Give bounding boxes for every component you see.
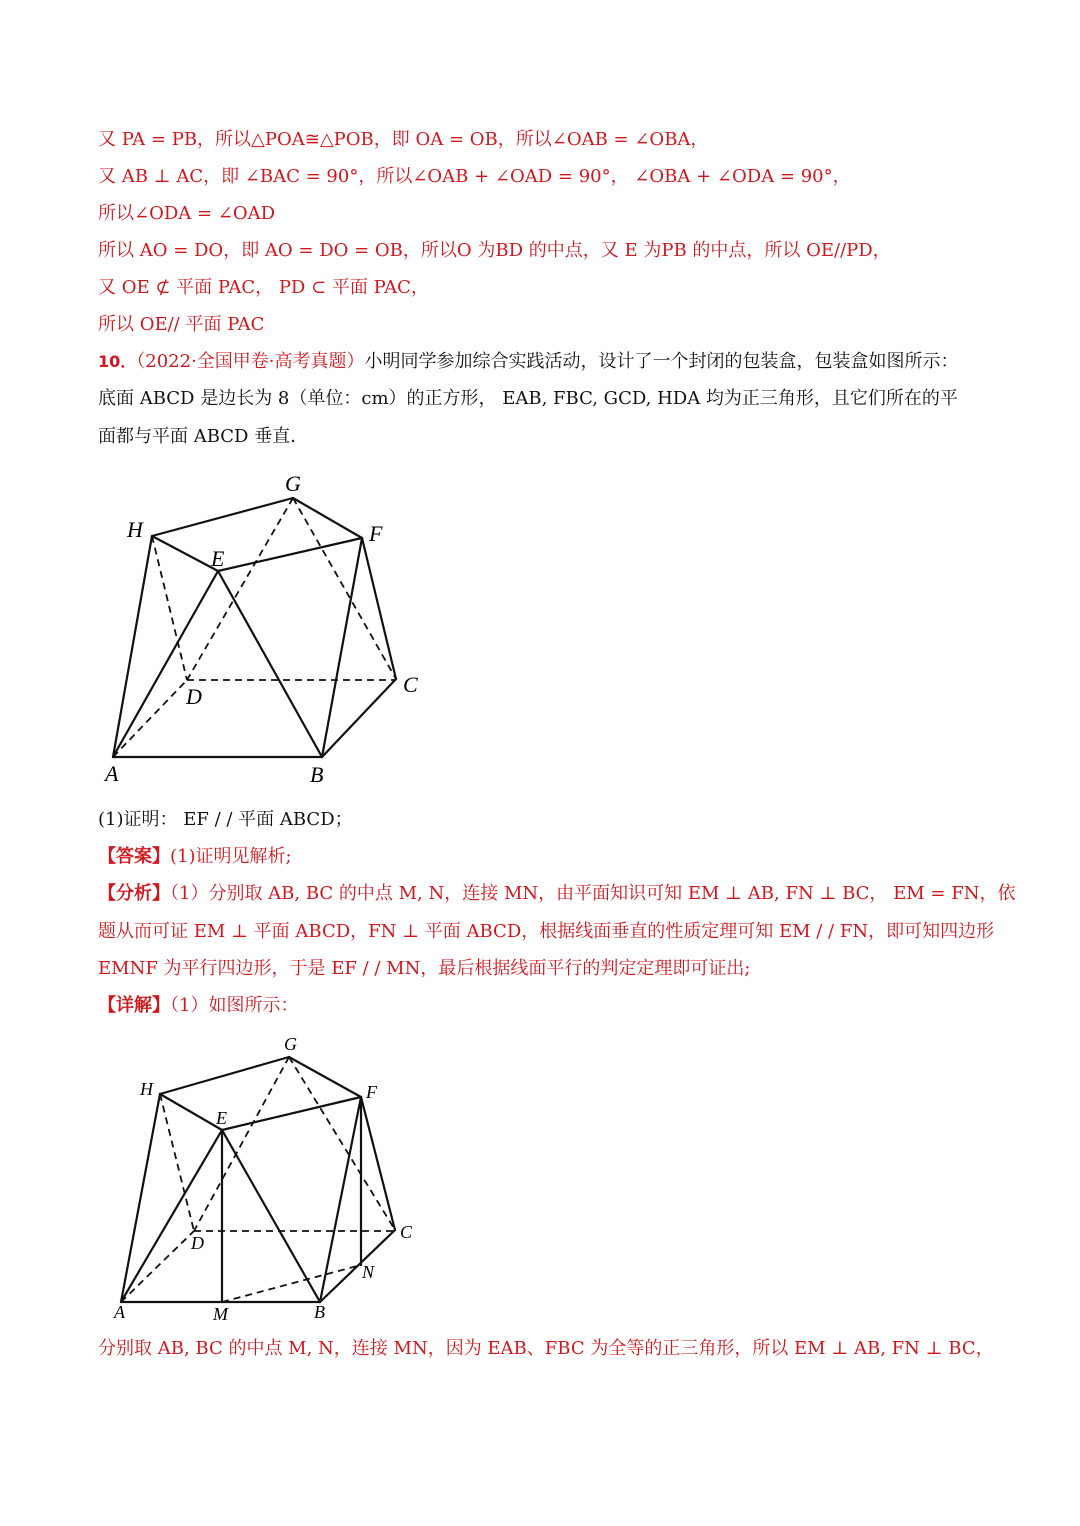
problem-text-3: 面都与平面 ABCD 垂直． <box>98 426 309 447</box>
fig1-label-H: H <box>127 517 143 542</box>
analysis-text-1: （1）分别取 AB, BC 的中点 M, N，连接 MN，由平面知识可知 EM ⊥ AB, FN ⊥ BC， EM = FN，依 <box>170 883 1016 904</box>
analysis-tag: 【分析】 <box>98 883 170 904</box>
fig2-label-F: F <box>366 1082 377 1102</box>
fig2-label-G: G <box>284 1034 297 1054</box>
proof-line-1: 又 PA = PB，所以△POA≅△POB，即 OA = OB，所以∠OAB = ∠OBA， <box>98 129 709 150</box>
fig2-label-N: N <box>362 1262 375 1282</box>
fig2-label-M: M <box>213 1304 228 1324</box>
fig2-label-B: B <box>314 1302 325 1322</box>
fig2-label-E: E <box>216 1108 227 1128</box>
part-1-statement: (1)证明： EF / / 平面 ABCD； <box>98 809 353 830</box>
fig2-label-A: A <box>114 1302 125 1322</box>
proof-line-2: 又 AB ⊥ AC，即 ∠BAC = 90°，所以∠OAB + ∠OAD = 90°， ∠OBA + ∠ODA = 90°， <box>98 166 851 187</box>
answer-tag: 【答案】 <box>98 846 170 867</box>
problem-source: （2022·全国甲卷·高考真题） <box>136 351 365 372</box>
problem-number: 10． <box>98 352 137 371</box>
answer-text: (1)证明见解析; <box>170 846 292 867</box>
detail-tag: 【详解】 <box>98 995 170 1016</box>
fig1-label-D: D <box>186 684 202 709</box>
proof-line-4: 所以 AO = DO，即 AO = DO = OB，所以O 为BD 的中点，又 E 为PB 的中点，所以 OE//PD， <box>98 240 891 261</box>
figure-2-edges <box>121 1057 395 1302</box>
proof-line-6: 所以 OE// 平面 PAC <box>98 314 265 335</box>
fig1-label-B: B <box>310 762 324 787</box>
analysis-line-2: 题从而可证 EM ⊥ 平面 ABCD，FN ⊥ 平面 ABCD，根据线面垂直的性质定理可知 EM / / FN，即可知四边形 <box>98 921 995 942</box>
fig1-label-F: F <box>369 521 383 546</box>
fig1-label-A: A <box>105 761 119 786</box>
problem-text-1: 小明同学参加综合实践活动，设计了一个封闭的包装盒，包装盒如图所示： <box>364 351 959 372</box>
proof-line-5: 又 OE ⊄ 平面 PAC， PD ⊂ 平面 PAC， <box>98 277 429 298</box>
fig1-label-G: G <box>285 471 301 496</box>
problem-text-2: 底面 ABCD 是边长为 8（单位：cm）的正方形， EAB, FBC, GCD, HDA 均为正三角形，且它们所在的平 <box>98 388 958 409</box>
fig1-label-C: C <box>403 672 418 697</box>
fig1-label-E: E <box>211 546 225 571</box>
fig2-label-H: H <box>140 1079 153 1099</box>
detail-proof-line-1: 分别取 AB, BC 的中点 M, N，连接 MN，因为 EAB、FBC 为全等的正三角形，所以 EM ⊥ AB, FN ⊥ BC， <box>98 1338 994 1359</box>
fig2-label-C: C <box>400 1222 413 1242</box>
analysis-line-3: EMNF 为平行四边形，于是 EF / / MN，最后根据线面平行的判定定理即可证出; <box>98 958 751 979</box>
proof-line-3: 所以∠ODA = ∠OAD <box>98 203 276 224</box>
fig2-label-D: D <box>191 1233 204 1253</box>
detail-text: （1）如图所示： <box>170 995 299 1016</box>
